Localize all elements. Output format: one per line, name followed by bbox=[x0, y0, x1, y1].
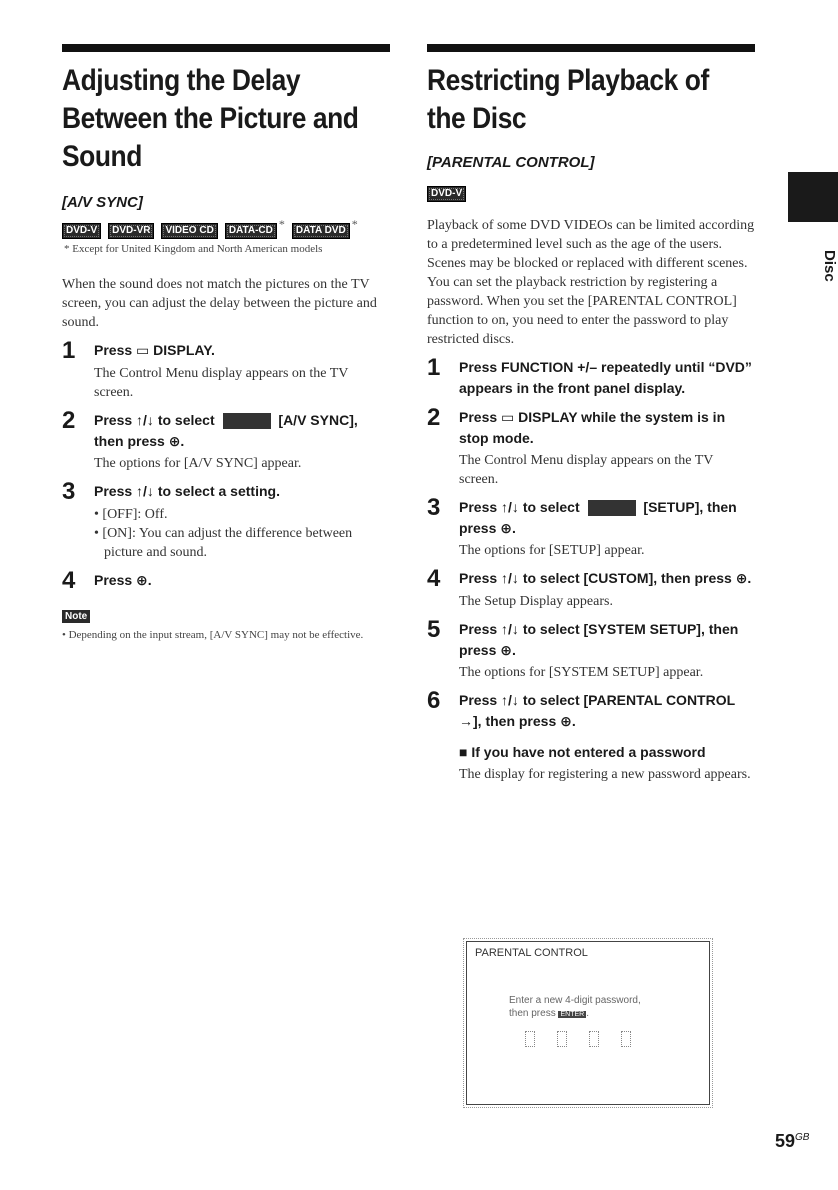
section-rule bbox=[427, 44, 755, 52]
section-tab bbox=[788, 172, 838, 222]
title-line: Between the Picture and bbox=[62, 102, 359, 135]
step-number: 2 bbox=[427, 404, 441, 431]
disc-badge: DVD-V bbox=[427, 186, 466, 202]
password-slot bbox=[525, 1031, 535, 1047]
step bbox=[62, 337, 390, 364]
disc-badge: VIDEO CD bbox=[161, 223, 217, 239]
step-text: Press ↑/↓ to select bbox=[94, 412, 215, 428]
step-number: 1 bbox=[427, 354, 441, 381]
option-item: • [ON]: You can adjust the difference between picture and sound. bbox=[94, 526, 353, 560]
subheading-description: The display for registering a new password appears. bbox=[459, 767, 751, 782]
step-description: The options for [A/V SYNC] appear. bbox=[94, 456, 302, 471]
step-instruction: Press ↑/↓ to select [PARENTAL CONTROL →], then press ⊕. bbox=[459, 692, 735, 729]
setup-menu-icon bbox=[588, 500, 636, 516]
title-line: Restricting Playback of bbox=[427, 64, 709, 97]
note-text: • Depending on the input stream, [A/V SYNC] may not be effective. bbox=[62, 629, 364, 641]
step-description: The Setup Display appears. bbox=[459, 594, 613, 609]
step-text: Press ↑/↓ to select bbox=[459, 499, 580, 515]
page-number bbox=[775, 1131, 809, 1152]
step-instruction bbox=[459, 497, 755, 539]
disc-badge: DVD-V bbox=[62, 223, 101, 239]
right-title bbox=[427, 62, 716, 138]
right-column bbox=[427, 44, 755, 784]
title-line: Adjusting the Delay bbox=[62, 64, 301, 97]
step-description: The options for [SETUP] appear. bbox=[459, 543, 645, 558]
password-slot bbox=[557, 1031, 567, 1047]
badge-asterisk: * bbox=[351, 217, 358, 231]
option-list bbox=[94, 505, 390, 562]
option-item: • [OFF]: Off. bbox=[94, 507, 168, 522]
step-number: 1 bbox=[62, 337, 76, 364]
disc-badge: DATA DVD bbox=[292, 223, 350, 239]
intro-text: You can set the playback restriction by registering a password. When you set the [PARENTAL CONTROL] function to on, you need to enter the password to play restricted discs. bbox=[427, 275, 737, 347]
step-text: [SETUP], then press ⊕. bbox=[459, 499, 737, 536]
page-suffix: GB bbox=[795, 1132, 810, 1143]
footnote: * Except for United Kingdom and North American models bbox=[64, 243, 323, 255]
title-line: Sound bbox=[62, 140, 142, 173]
step-number: 3 bbox=[62, 478, 76, 505]
step-instruction: Press ↑/↓ to select [SYSTEM SETUP], then press ⊕. bbox=[459, 621, 739, 658]
step bbox=[427, 354, 755, 399]
step-instruction: Press FUNCTION +/– repeatedly until “DVD” appears in the front panel display. bbox=[459, 359, 752, 396]
step bbox=[427, 404, 755, 449]
step-instruction: Press ⊕. bbox=[94, 572, 152, 588]
title-line: the Disc bbox=[427, 102, 527, 135]
step bbox=[427, 565, 755, 592]
step bbox=[62, 478, 390, 505]
badge-asterisk: * bbox=[278, 217, 285, 231]
step-description: The Control Menu display appears on the TV screen. bbox=[459, 453, 714, 487]
screen-prompt bbox=[509, 1008, 709, 1019]
step-number: 4 bbox=[62, 567, 76, 594]
step-instruction: Press ↑/↓ to select [CUSTOM], then press ⊕. bbox=[459, 570, 752, 586]
right-subtitle: [PARENTAL CONTROL] bbox=[427, 154, 595, 171]
intro-text: Playback of some DVD VIDEOs can be limited according to a predetermined level such as the age of the users. Scenes may be blocked or replaced with different scenes. bbox=[427, 218, 755, 271]
screen-prompt: Enter a new 4-digit password, bbox=[509, 995, 641, 1006]
step-instruction: Press ▭ DISPLAY while the system is in stop mode. bbox=[459, 409, 726, 446]
disc-badge: DVD-VR bbox=[108, 223, 154, 239]
av-sync-menu-icon bbox=[223, 413, 271, 429]
option-text: [ON]: You can adjust the difference between picture and sound. bbox=[102, 526, 353, 560]
step-description: The options for [SYSTEM SETUP] appear. bbox=[459, 665, 704, 680]
left-column bbox=[62, 44, 390, 643]
step bbox=[62, 407, 390, 452]
step-instruction: Press ↑/↓ to select a setting. bbox=[94, 483, 280, 499]
step-instruction: Press ▭ DISPLAY. bbox=[94, 342, 215, 358]
prompt-text: . bbox=[586, 1008, 589, 1019]
step-text: [A/V SYNC], then press ⊕. bbox=[94, 412, 358, 449]
enter-key-icon: ENTER bbox=[560, 1011, 585, 1018]
step bbox=[427, 616, 755, 661]
password-slots bbox=[525, 1031, 709, 1047]
step-description: The Control Menu display appears on the TV screen. bbox=[94, 366, 349, 400]
step-number: 2 bbox=[62, 407, 76, 434]
step-number: 5 bbox=[427, 616, 441, 643]
section-rule bbox=[62, 44, 390, 52]
step-number: 3 bbox=[427, 494, 441, 521]
left-title bbox=[62, 62, 359, 176]
step bbox=[62, 567, 390, 594]
left-subtitle: [A/V SYNC] bbox=[62, 194, 143, 211]
password-slot bbox=[621, 1031, 631, 1047]
disc-type-badges bbox=[62, 217, 390, 239]
page-number-value: 59 bbox=[775, 1131, 796, 1151]
disc-badge: DATA-CD bbox=[225, 223, 277, 239]
prompt-text: then press bbox=[509, 1008, 556, 1019]
subheading: ■ If you have not entered a password bbox=[459, 744, 706, 760]
intro-text: When the sound does not match the pictures on the TV screen, you can adjust the delay between the picture and sound. bbox=[62, 277, 377, 330]
step-instruction bbox=[94, 410, 390, 452]
screen-title: PARENTAL CONTROL bbox=[475, 947, 588, 959]
step bbox=[427, 494, 755, 539]
step-number: 4 bbox=[427, 565, 441, 592]
password-slot bbox=[589, 1031, 599, 1047]
section-label: Disc bbox=[821, 250, 838, 282]
note-badge: Note bbox=[62, 610, 90, 623]
step-number: 6 bbox=[427, 687, 441, 714]
option-text: [OFF]: Off. bbox=[102, 507, 168, 522]
step bbox=[427, 687, 755, 732]
parental-control-screen bbox=[466, 941, 710, 1105]
